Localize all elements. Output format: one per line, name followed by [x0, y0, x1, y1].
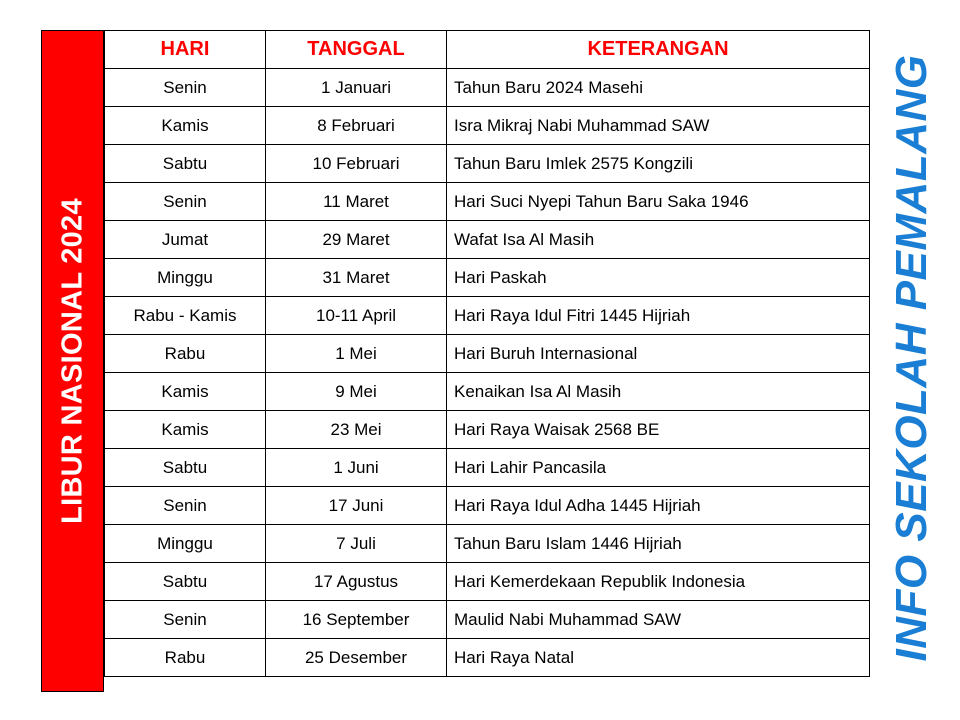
cell-date: 10-11 April — [266, 297, 447, 335]
holiday-table — [104, 30, 870, 677]
table-row — [105, 335, 870, 373]
cell-description: Hari Paskah — [447, 259, 870, 297]
table-row — [105, 563, 870, 601]
cell-day: Minggu — [105, 525, 266, 563]
table-row — [105, 221, 870, 259]
table-row — [105, 639, 870, 677]
table-header-row — [105, 31, 870, 69]
cell-date: 31 Maret — [266, 259, 447, 297]
cell-day: Rabu — [105, 639, 266, 677]
cell-description: Hari Raya Natal — [447, 639, 870, 677]
cell-date: 23 Mei — [266, 411, 447, 449]
cell-day: Kamis — [105, 107, 266, 145]
side-banner — [41, 30, 104, 692]
cell-description: Kenaikan Isa Al Masih — [447, 373, 870, 411]
cell-description: Hari Raya Idul Fitri 1445 Hijriah — [447, 297, 870, 335]
column-header-day: HARI — [105, 31, 266, 69]
cell-day: Minggu — [105, 259, 266, 297]
cell-description: Hari Lahir Pancasila — [447, 449, 870, 487]
cell-day: Rabu - Kamis — [105, 297, 266, 335]
cell-description: Isra Mikraj Nabi Muhammad SAW — [447, 107, 870, 145]
table-row — [105, 69, 870, 107]
cell-day: Rabu — [105, 335, 266, 373]
table-row — [105, 145, 870, 183]
table-row — [105, 297, 870, 335]
cell-day: Senin — [105, 487, 266, 525]
cell-date: 1 Januari — [266, 69, 447, 107]
cell-date: 1 Juni — [266, 449, 447, 487]
cell-date: 16 September — [266, 601, 447, 639]
cell-day: Sabtu — [105, 145, 266, 183]
cell-date: 11 Maret — [266, 183, 447, 221]
cell-day: Sabtu — [105, 449, 266, 487]
cell-date: 29 Maret — [266, 221, 447, 259]
cell-day: Senin — [105, 601, 266, 639]
cell-day: Sabtu — [105, 563, 266, 601]
cell-description: Maulid Nabi Muhammad SAW — [447, 601, 870, 639]
cell-date: 25 Desember — [266, 639, 447, 677]
table-row — [105, 601, 870, 639]
cell-description: Hari Kemerdekaan Republik Indonesia — [447, 563, 870, 601]
cell-day: Kamis — [105, 373, 266, 411]
table-row — [105, 449, 870, 487]
cell-description: Hari Buruh Internasional — [447, 335, 870, 373]
cell-date: 10 Februari — [266, 145, 447, 183]
cell-date: 7 Juli — [266, 525, 447, 563]
cell-description: Tahun Baru Islam 1446 Hijriah — [447, 525, 870, 563]
cell-description: Wafat Isa Al Masih — [447, 221, 870, 259]
cell-day: Senin — [105, 69, 266, 107]
table-row — [105, 411, 870, 449]
cell-date: 8 Februari — [266, 107, 447, 145]
cell-day: Jumat — [105, 221, 266, 259]
cell-date: 17 Agustus — [266, 563, 447, 601]
table-row — [105, 259, 870, 297]
right-title: INFO SEKOLAH PEMALANG — [887, 54, 936, 662]
cell-date: 9 Mei — [266, 373, 447, 411]
cell-description: Tahun Baru 2024 Masehi — [447, 69, 870, 107]
column-header-date: TANGGAL — [266, 31, 447, 69]
side-banner-label: LIBUR NASIONAL 2024 — [56, 198, 88, 524]
table-row — [105, 373, 870, 411]
cell-description: Hari Raya Idul Adha 1445 Hijriah — [447, 487, 870, 525]
cell-day: Kamis — [105, 411, 266, 449]
cell-date: 17 Juni — [266, 487, 447, 525]
column-header-description: KETERANGAN — [447, 31, 870, 69]
cell-description: Hari Raya Waisak 2568 BE — [447, 411, 870, 449]
table-row — [105, 183, 870, 221]
table-row — [105, 107, 870, 145]
cell-date: 1 Mei — [266, 335, 447, 373]
cell-day: Senin — [105, 183, 266, 221]
cell-description: Hari Suci Nyepi Tahun Baru Saka 1946 — [447, 183, 870, 221]
table-row — [105, 487, 870, 525]
cell-description: Tahun Baru Imlek 2575 Kongzili — [447, 145, 870, 183]
table-row — [105, 525, 870, 563]
